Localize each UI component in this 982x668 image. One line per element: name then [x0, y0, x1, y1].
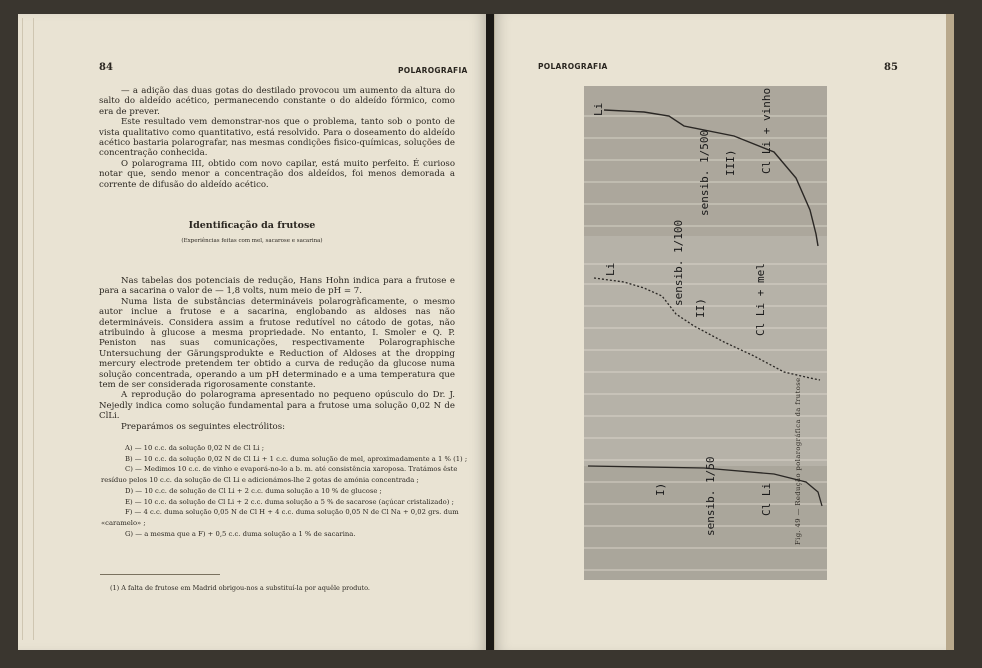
label-ii: II) [694, 298, 707, 318]
paragraph: O polarograma III, obtido com novo capilar, está muito perfeito. É curioso notar que, sendo menor a concentração dos aldeídos, foi menos demorada a corrente de difusão do aldeído acético. [99, 158, 455, 190]
paragraph: Nas tabelas dos potenciais de redução, Hans Hohn indica para a frutose e para a sacarina o valor de — 1,8 volts, num meio de pH = 7. [99, 276, 455, 297]
list-item: C) — Medimos 10 c.c. de vinho e evaporá-no-lo a b. m. até consistência xaroposa. Tratámos êste [125, 465, 458, 474]
figure-caption: Fig. 49 — Redução polarográfica da frutose [794, 377, 802, 545]
label-clli: Cl Li [760, 482, 773, 516]
label-li-top: Li [592, 102, 605, 116]
top-text-block [99, 86, 455, 190]
label-sens-500: sensib. 1/500 [698, 129, 711, 216]
list-item: D) — 10 c.c. de solução de Cl Li + 2 c.c. duma solução a 10 % de glucose ; [125, 486, 382, 495]
right-running-head: POLAROGRAFIA [538, 62, 608, 71]
right-cover-edge [946, 14, 954, 650]
paragraph: Este resultado vem demonstrar-nos que o problema, tanto sob o ponto de vista qualitativo como quantitativo, está resolvido. Para o doseamento do aldeído acético bastaria polarografar, nas mesmas condições fisico-químicas, soluções de concentração conhecida. [99, 117, 455, 159]
list-item: F) — 4 c.c. duma solução 0,05 N de Cl H + 4 c.c. duma solução 0,05 N de Cl Na + 0,02 grs. dum [125, 508, 459, 517]
label-li-arrow: Li [604, 262, 617, 276]
label-i: I) [654, 482, 667, 496]
right-page-number: 85 [884, 62, 898, 73]
list-item: «caramelo» ; [101, 518, 146, 527]
list-item: A) — 10 c.c. da solução 0,02 N de Cl Li ; [125, 444, 264, 452]
footnote-rule [100, 574, 220, 575]
list-item: B) — 10 c.c. da solução 0,02 N de Cl Li + 1 c.c. duma solução de mel, aproximadamente a 1 % (1) ; [125, 454, 468, 463]
paragraph: Numa lista de substâncias determináveis polarogràficamente, o mesmo autor inclue a frutose e a sacarina, englobando as aldoses nas não determináveis. Considera assim a frutose redutível no cátodo de gotas, não atribuindo à glucose a mesma propriedade. No entanto, I. Smoler e Q. P. Peniston nas suas comunicações, respectivamente Polarographische Untersuchung der Gärungsprodukte e Reduction of Aldoses at the dropping mercury electrode pretendem ter obtido a curva de redução da glucose numa solução concentrada, operando a um pH determinado e a uma temperatura que tem de ser considerada rigorosamente constante. [99, 296, 455, 391]
paragraph: Preparámos os seguintes electrólitos: [121, 421, 286, 432]
label-clli-mel: Cl Li + mel [754, 263, 767, 336]
main-text-block [99, 276, 455, 432]
list-item: resíduo pelos 10 c.c. da solução de Cl Li e adicionámos-lhe 2 gotas de amónia concentrada ; [101, 476, 419, 485]
section-title: Identificação da frutose [188, 220, 316, 231]
left-running-head: POLAROGRAFIA [398, 66, 468, 75]
footnote: (1) A falta de frutose em Madrid obrigou-nos a substituí-la por aquêle produto. [110, 584, 370, 592]
section-subtitle: (Experiências feitas com mel, sacarose e sacarina) [181, 238, 323, 244]
label-sens-50: sensib. 1/50 [704, 456, 717, 536]
list-item: E) — 10 c.c. da solução de Cl Li + 2 c.c. duma solução a 5 % de sacarose (açúcar cristalizado) ; [125, 497, 454, 506]
paragraph: — a adição das duas gotas do destilado provocou um aumento da altura do salto do aldeído acético, permanecendo constante o do aldeído fórmico, como era de prever. [99, 86, 455, 117]
paragraph: A reprodução do polarograma apresentado no pequeno opúsculo do Dr. J. Nejedly indica como solução fundamental para a frutose uma solução 0,02 N de ClLi. [99, 390, 455, 422]
left-page-number: 84 [99, 62, 113, 73]
label-iii: III) [724, 149, 737, 176]
electrolyte-list [101, 443, 468, 539]
label-clli-vinho: Cl Li + vinho [760, 87, 773, 174]
polarogram-plate [584, 86, 827, 580]
page-edges [22, 18, 34, 640]
book-spine [486, 14, 494, 650]
label-sens-100: sensib. 1/100 [672, 219, 685, 306]
list-item: G) — a mesma que a F) + 0,5 c.c. duma solução a 1 % de sacarina. [125, 529, 356, 538]
polarogram-figure [584, 86, 827, 580]
